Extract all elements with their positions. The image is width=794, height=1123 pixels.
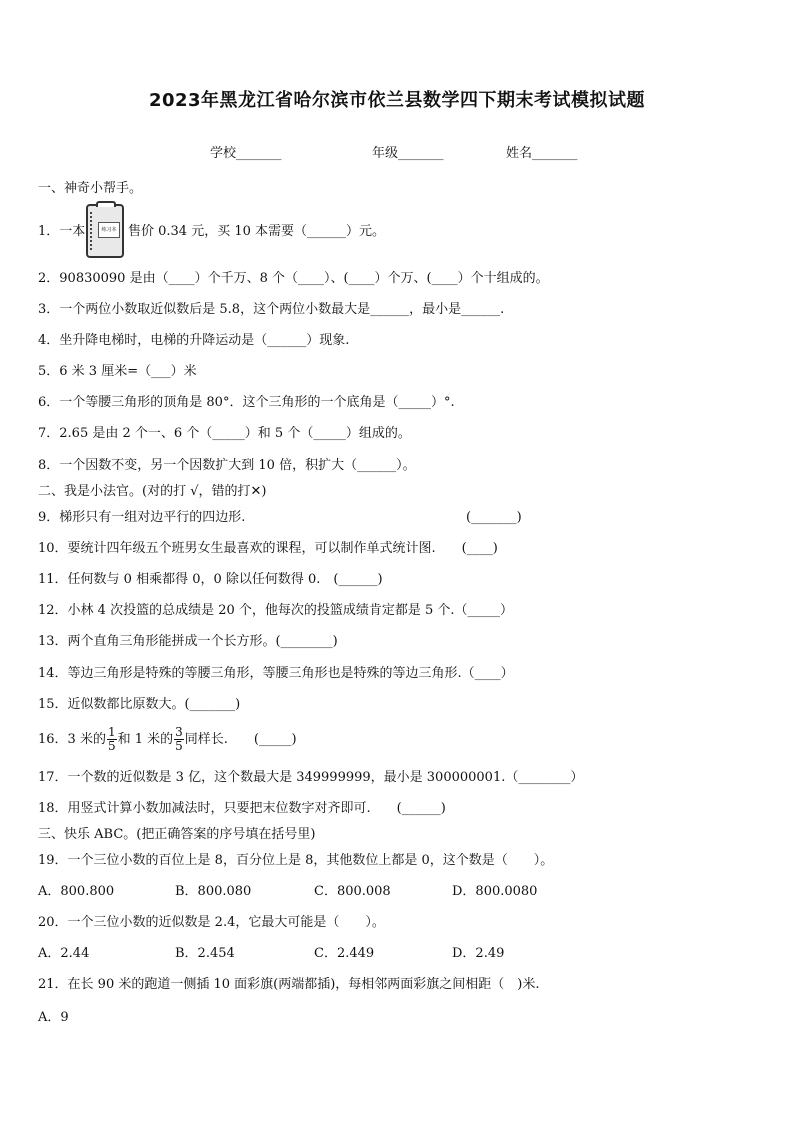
- section-heading-1: 一、神奇小帮手。: [38, 181, 143, 196]
- notebook-icon: [86, 204, 124, 258]
- option-d[interactable]: D．800.0080: [452, 884, 538, 899]
- question-1-prefix: 1．一本: [38, 224, 86, 239]
- question-9-blank[interactable]: (_______): [466, 510, 522, 525]
- question-8: 8．一个因数不变，另一个因数扩大到 10 倍，积扩大（______）。: [38, 458, 416, 473]
- fraction-three-fifths: $\frac{3}{5}$: [175, 725, 183, 753]
- question-1-suffix: 售价 0.34 元，买 10 本需要（______）元。: [128, 224, 386, 239]
- question-21: 21．在长 90 米的跑道一侧插 10 面彩旗(两端都插)，每相邻两面彩旗之间相距（ )米.: [38, 977, 540, 992]
- option-a[interactable]: A．800.800: [38, 884, 115, 899]
- option-a[interactable]: A．2.44: [38, 946, 90, 961]
- option-b[interactable]: B．800.080: [175, 884, 252, 899]
- section-heading-3: 三、快乐 ABC。(把正确答案的序号填在括号里): [38, 827, 316, 842]
- school-field[interactable]: 学校_______: [210, 146, 282, 161]
- question-3: 3．一个两位小数取近似数后是 5.8，这个两位小数最大是______，最小是______.: [38, 302, 505, 317]
- question-9: 9．梯形只有一组对边平行的四边形.: [38, 510, 246, 525]
- option-c[interactable]: C．800.008: [314, 884, 391, 899]
- question-17: 17．一个数的近似数是 3 亿，这个数最大是 349999999，最小是 300000001.（________）: [38, 770, 584, 785]
- question-4: 4．坐升降电梯时，电梯的升降运动是（______）现象.: [38, 333, 350, 348]
- question-2: 2．90830090 是由（____）个千万、8 个（____）、(____）个万、(____）个十组成的。: [38, 271, 549, 286]
- question-10: 10．要统计四年级五个班男女生最喜欢的课程，可以制作单式统计图. (____): [38, 541, 498, 556]
- page-title: 2023年黑龙江省哈尔滨市依兰县数学四下期末考试模拟试题: [148, 90, 646, 111]
- question-16-middle: 和 1 米的: [117, 732, 174, 747]
- question-13: 13．两个直角三角形能拼成一个长方形。(________): [38, 634, 338, 649]
- question-15: 15．近似数都比原数大。(_______): [38, 697, 241, 712]
- option-b[interactable]: B．2.454: [175, 946, 235, 961]
- question-14: 14．等边三角形是特殊的等腰三角形，等腰三角形也是特殊的等边三角形.（____）: [38, 666, 514, 681]
- section-heading-2: 二、我是小法官。(对的打 √，错的打✕): [38, 484, 267, 499]
- fraction-one-fifth: $\frac{1}{5}$: [107, 725, 116, 753]
- question-20-options: [0, 946, 794, 962]
- question-11: 11．任何数与 0 相乘都得 0，0 除以任何数得 0. (______): [38, 572, 383, 587]
- name-field[interactable]: 姓名_______: [506, 146, 578, 161]
- question-6: 6．一个等腰三角形的顶角是 80°．这个三角形的一个底角是（_____）°.: [38, 395, 455, 410]
- notebook-label: 练习本: [98, 222, 120, 238]
- question-7: 7．2.65 是由 2 个一、6 个（_____）和 5 个（_____）组成的。: [38, 426, 411, 441]
- question-19: 19．一个三位小数的百位上是 8，百分位上是 8，其他数位上都是 0，这个数是（ ）。: [38, 853, 554, 868]
- option-a[interactable]: A．9: [38, 1010, 69, 1025]
- question-5: 5．6 米 3 厘米=（___）米: [38, 364, 197, 379]
- question-16-prefix: 16．3 米的: [38, 732, 106, 747]
- question-16-suffix: 同样长. (_____): [184, 732, 297, 747]
- question-18: 18．用竖式计算小数加减法时，只要把末位数字对齐即可. (______): [38, 801, 446, 816]
- option-d[interactable]: D．2.49: [452, 946, 505, 961]
- question-19-options: [0, 884, 794, 900]
- question-16: [38, 725, 297, 755]
- question-12: 12．小林 4 次投篮的总成绩是 20 个，他每次的投篮成绩肯定都是 5 个.（_____）: [38, 603, 514, 618]
- option-c[interactable]: C．2.449: [314, 946, 375, 961]
- question-20: 20．一个三位小数的近似数是 2.4，它最大可能是（ ）。: [38, 915, 385, 930]
- grade-field[interactable]: 年级_______: [372, 146, 444, 161]
